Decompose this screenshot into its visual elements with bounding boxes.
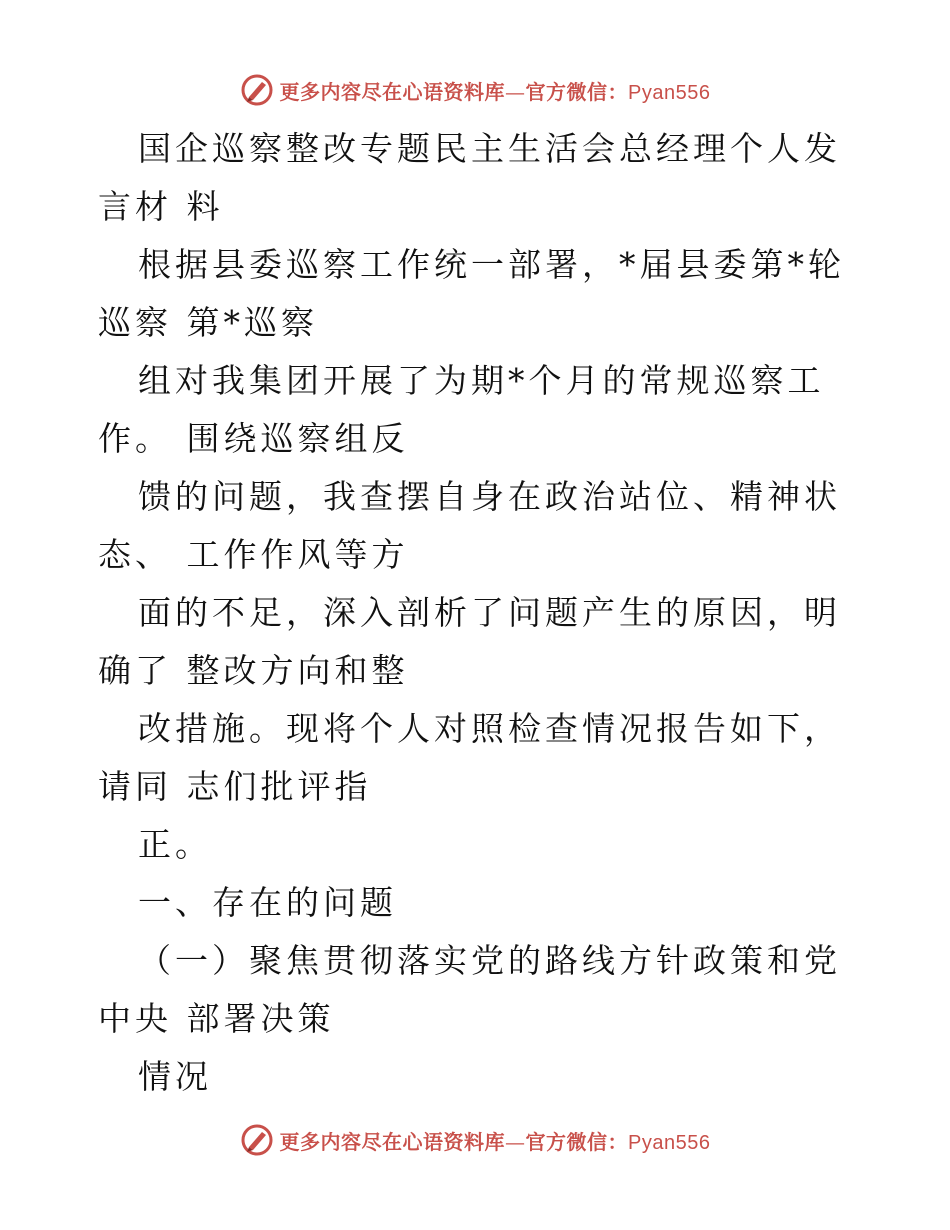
text-line: 正。 <box>138 825 212 864</box>
paragraph-2 <box>98 236 853 352</box>
text-line: 馈的问题，我查摆自身在政治站位、精神状态、 <box>98 477 841 574</box>
text-line: 国企巡察整改专题民主生活会总经理个人发言材 <box>98 129 841 226</box>
watermark-main: 更多内容尽在心语资料库 <box>279 79 506 104</box>
text-line: 志们批评指 <box>186 767 372 806</box>
paragraph-4 <box>98 468 853 584</box>
watermark-main: 更多内容尽在心语资料库 <box>279 1129 506 1154</box>
watermark-separator: — <box>505 1129 526 1154</box>
watermark-text <box>280 1126 711 1155</box>
text-line: 改措施。现将个人对照检查情况报告如下，请同 <box>98 709 841 806</box>
footer-watermark <box>0 1120 950 1160</box>
text-line: 料 <box>186 187 224 226</box>
paragraph-1 <box>98 120 853 236</box>
text-line: 围绕巡察组反 <box>186 419 409 458</box>
section-heading <box>98 874 853 932</box>
text-line: 情况 <box>138 1057 212 1096</box>
paragraph-5 <box>98 584 853 700</box>
watermark-wechat-id: Pyan556 <box>628 81 711 104</box>
text-line: 整改方向和整 <box>186 651 409 690</box>
watermark-wechat-label: 官方微信： <box>525 79 629 104</box>
text-line: 组对我集团开展了为期*个月的常规巡察工作。 <box>98 361 825 458</box>
text-line: 第*巡察 <box>186 303 318 342</box>
text-line: 工作作风等方 <box>186 535 409 574</box>
watermark-text <box>280 76 711 105</box>
paragraph-8 <box>98 1048 853 1106</box>
watermark-wechat-label: 官方微信： <box>525 1129 629 1154</box>
header-watermark <box>0 70 950 110</box>
document-body <box>98 120 853 1106</box>
subsection-heading <box>98 932 853 1048</box>
text-line: 一、存在的问题 <box>138 883 397 922</box>
pen-logo-icon <box>240 1123 274 1157</box>
text-line: 面的不足，深入剖析了问题产生的原因，明确了 <box>98 593 841 690</box>
pen-logo-icon <box>240 73 274 107</box>
text-line: （一）聚焦贯彻落实党的路线方针政策和党中央 <box>98 941 841 1038</box>
paragraph-3 <box>98 352 853 468</box>
paragraph-6 <box>98 700 853 816</box>
watermark-wechat-id: Pyan556 <box>628 1131 711 1154</box>
watermark-separator: — <box>505 79 526 104</box>
text-line: 部署决策 <box>186 999 335 1038</box>
text-line: 根据县委巡察工作统一部署，*届县委第*轮巡察 <box>98 245 845 342</box>
paragraph-7 <box>98 816 853 874</box>
